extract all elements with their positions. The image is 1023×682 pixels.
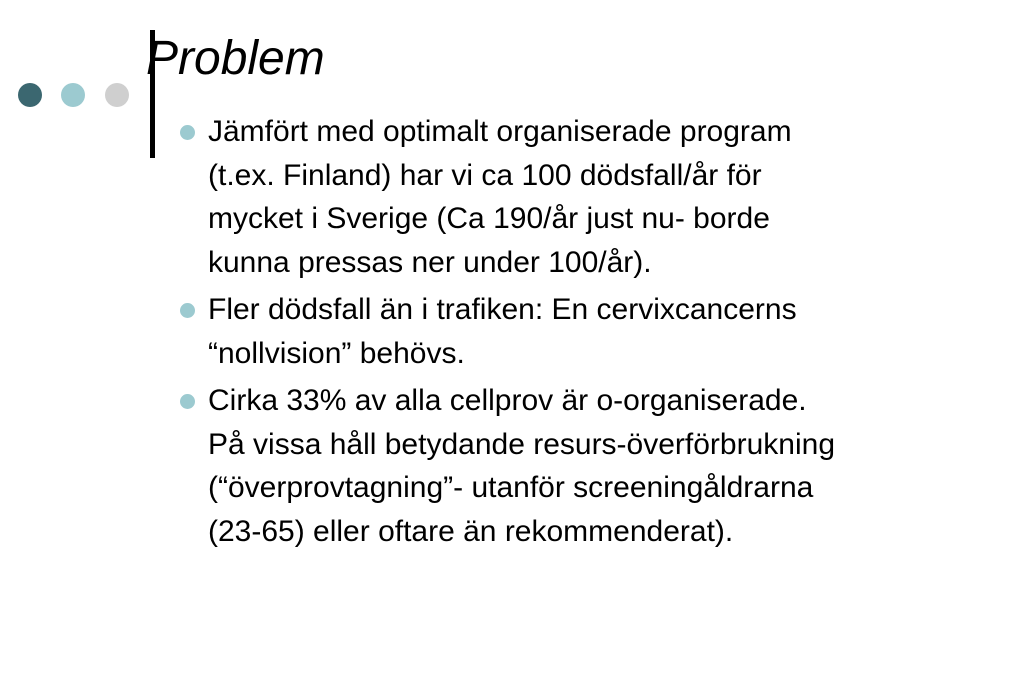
bullet-text: Fler dödsfall än i trafiken: En cervixcancerns “nollvision” behövs. [208,293,797,370]
bullet-list [178,110,978,557]
bullet-text: Cirka 33% av alla cellprov är o-organiserade. På vissa håll betydande resurs-överförbrukning (“överprovtagning”- utanför screeningåldrarna (23-65) eller oftare än rekommenderat). [208,384,835,548]
bullet-item [178,379,978,553]
decorative-dot-dark [18,83,42,107]
bullet-item [178,288,978,375]
bullet-dot-icon [180,125,195,140]
bullet-dot-icon [180,394,195,409]
bullet-dot-icon [180,303,195,318]
bullet-text: Jämfört med optimalt organiserade program (t.ex. Finland) har vi ca 100 dödsfall/år för mycket i Sverige (Ca 190/år just nu- borde kunna pressas ner under 100/år). [208,115,792,279]
bullet-item [178,110,978,284]
decorative-dot-light [61,83,85,107]
decorative-dot-gray [105,83,129,107]
slide-title: Problem [146,32,325,85]
